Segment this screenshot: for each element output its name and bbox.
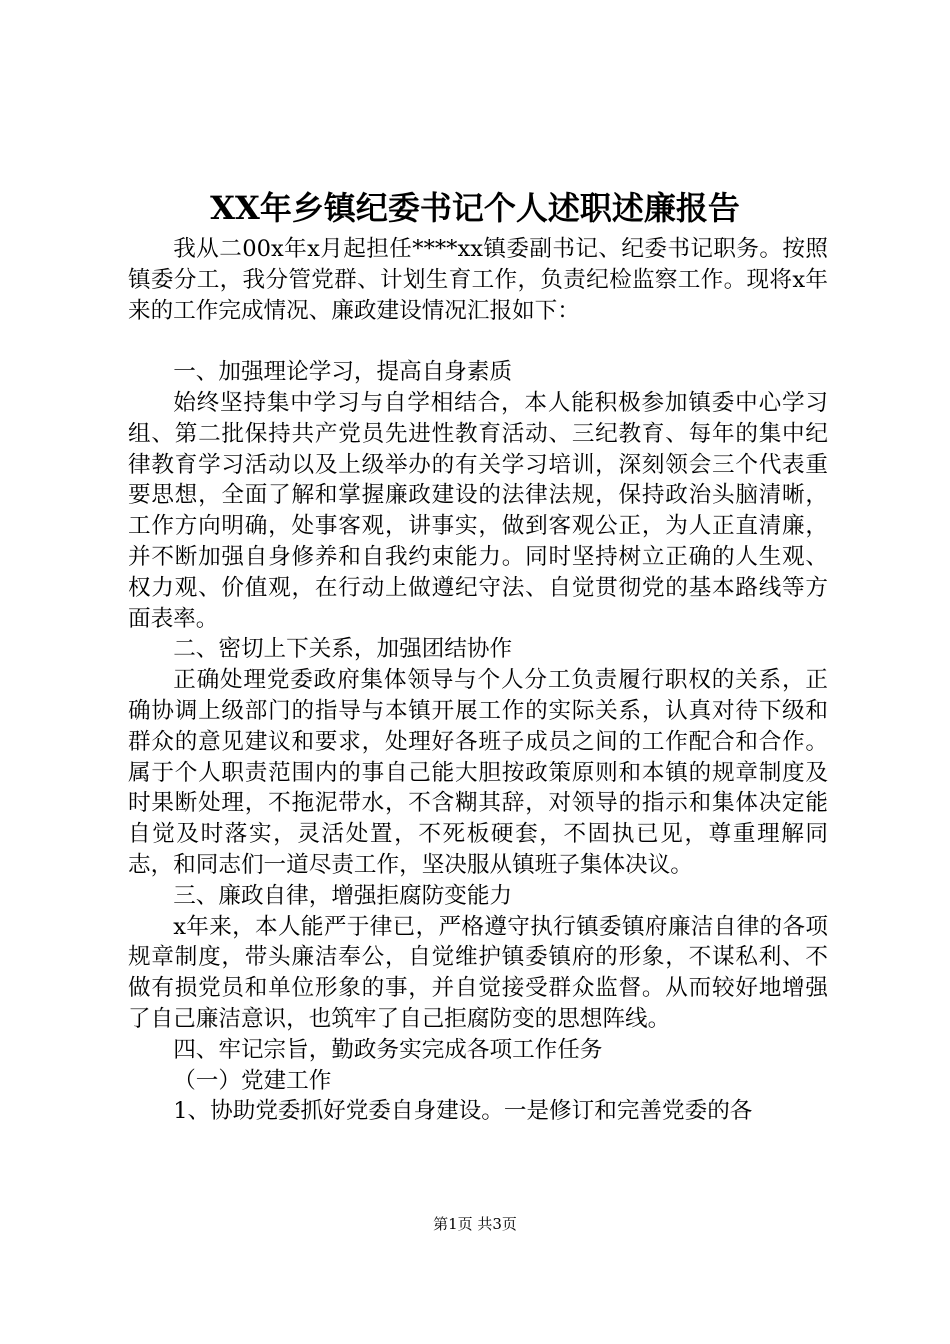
subsection-heading-1: （一）党建工作 (173, 1067, 332, 1094)
section-paragraph-2: 正确处理党委政府集体领导与个人分工负责履行职权的关系，正确协调上级部门的指导与本镇开展工作的实际关系，认真对待下级和群众的意见建议和要求，处理好各班子成员之间的工作配合和合作。属于个人职责范围内的事自己能大胆按政策原则和本镇的规章制度及时果断处理，不拖泥带水，不含糊其辞，对领导的指示和集体决定能自觉及时落实，灵活处置，不死板硬套，不固执已见，尊重理解同志，和同志们一道尽责工作，坚决服从镇班子集体决议。 (128, 667, 828, 878)
section-heading-3: 三、廉政自律，增强拒腐防变能力 (173, 882, 513, 909)
section-paragraph-1: 始终坚持集中学习与自学相结合，本人能积极参加镇委中心学习组、第二批保持共产党员先进性教育活动、三纪教育、每年的集中纪律教育学习活动以及上级举办的有关学习培训，深刻领会三个代表重要思想，全面了解和掌握廉政建设的法律法规，保持政治头脑清晰，工作方向明确，处事客观，讲事实，做到客观公正，为人正直清廉，并不断加强自身修养和自我约束能力。同时坚持树立正确的人生观、权力观、价值观，在行动上做遵纪守法、自觉贯彻党的基本路线等方面表率。 (128, 389, 828, 632)
section-heading-1: 一、加强理论学习，提高自身素质 (173, 359, 513, 386)
section-heading-4: 四、牢记宗旨，勤政务实完成各项工作任务 (173, 1036, 603, 1063)
intro-paragraph: 我从二00x年x月起担任****xx镇委副书记、纪委书记职务。按照镇委分工，我分管党群、计划生育工作，负责纪检监察工作。现将x年来的工作完成情况、廉政建设情况汇报如下： (128, 236, 828, 324)
document-body (128, 234, 828, 1127)
section-paragraph-3: x年来，本人能严于律已，严格遵守执行镇委镇府廉洁自律的各项规章制度，带头廉洁奉公，自觉维护镇委镇府的形象，不谋私利、不做有损党员和单位形象的事，并自觉接受群众监督。从而较好地增强了自己廉洁意识，也筑牢了自己拒腐防变的思想阵线。 (128, 913, 828, 1032)
section-heading-2: 二、密切上下关系，加强团结协作 (173, 636, 513, 663)
document-title: XX年乡镇纪委书记个人述职述廉报告 (210, 189, 740, 227)
subsection-paragraph-1: 1、协助党委抓好党委自身建设。一是修订和完善党委的各 (173, 1098, 753, 1125)
page-number-footer: 第1页 共3页 (433, 1215, 517, 1233)
